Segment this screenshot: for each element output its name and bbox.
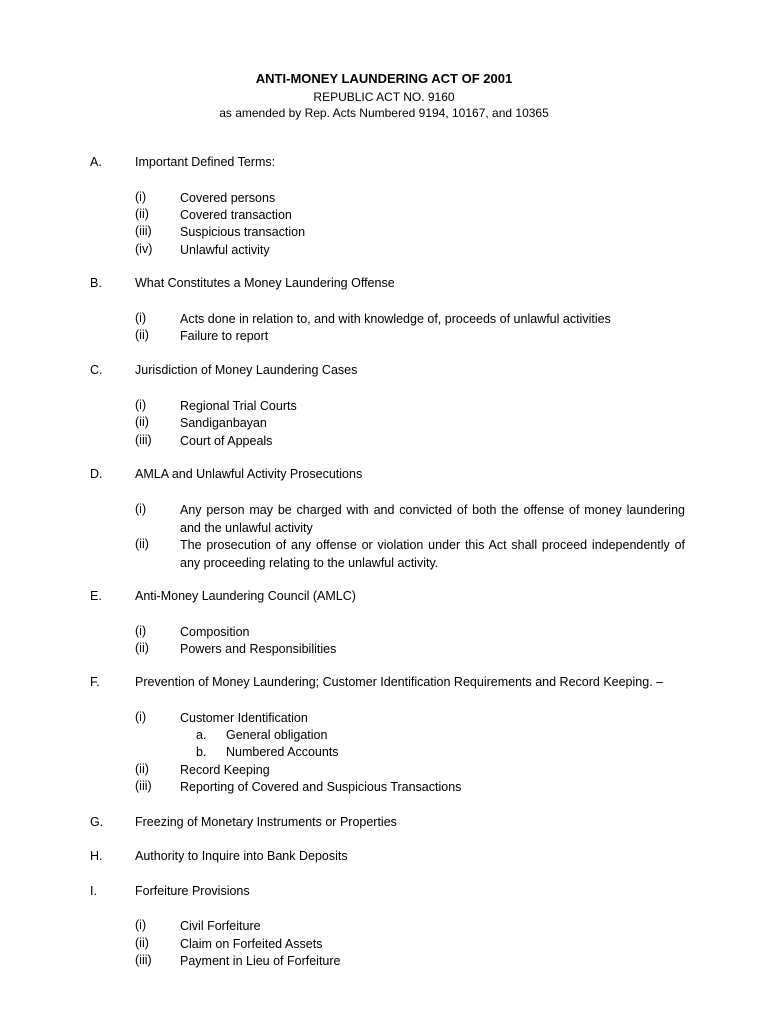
section-letter: A. [90,155,102,169]
section-letter: C. [90,363,103,377]
item-number: (ii) [135,537,149,551]
item-number: (iii) [135,224,152,238]
item-number: (ii) [135,762,149,776]
section-letter: I. [90,884,97,898]
item-text: Civil Forfeiture [180,919,261,933]
item-text: Payment in Lieu of Forfeiture [180,954,341,968]
item-text: Reporting of Covered and Suspicious Transactions [180,780,462,794]
item-number: (ii) [135,641,149,655]
item-text: Acts done in relation to, and with knowledge of, proceeds of unlawful activities [180,312,611,326]
item-text: Failure to report [180,329,269,343]
item-number: (i) [135,710,147,724]
section-title: Important Defined Terms: [135,155,276,169]
section-title: Prevention of Money Laundering; Customer Identification Requirements and Record Keeping. – [135,675,664,689]
item-text: Unlawful activity [180,243,270,257]
section-letter: B. [90,276,102,290]
sub-item-letter: a. [196,728,207,742]
section-letter: E. [90,589,102,603]
document-subtitle: REPUBLIC ACT NO. 9160 [313,90,455,104]
sub-item-letter: b. [196,745,207,759]
sub-item-text: Numbered Accounts [226,745,339,759]
section-title: Authority to Inquire into Bank Deposits [135,849,348,863]
section-title: Jurisdiction of Money Laundering Cases [135,363,358,377]
section-title: What Constitutes a Money Laundering Offense [135,276,395,290]
section-title: AMLA and Unlawful Activity Prosecutions [135,467,363,481]
item-text: Composition [180,625,250,639]
item-text: Covered transaction [180,208,292,222]
item-text: Regional Trial Courts [180,399,297,413]
item-number: (iii) [135,433,152,447]
item-text: The prosecution of any offense or violation under this Act shall proceed independently of any proceeding relating to the unlawful activity. [180,538,685,570]
section-letter: H. [90,849,103,863]
item-text: Sandiganbayan [180,416,267,430]
item-text: Powers and Responsibilities [180,642,337,656]
item-number: (i) [135,190,147,204]
item-number: (ii) [135,415,149,429]
item-number: (ii) [135,207,149,221]
item-number: (iii) [135,953,152,967]
item-number: (i) [135,502,147,516]
item-text: Covered persons [180,191,276,205]
item-text: Suspicious transaction [180,225,306,239]
document-title: ANTI-MONEY LAUNDERING ACT OF 2001 [255,71,513,86]
item-number: (ii) [135,328,149,342]
sub-item-text: General obligation [226,728,328,742]
section-title: Anti-Money Laundering Council (AMLC) [135,589,356,603]
item-text: Court of Appeals [180,434,273,448]
section-letter: D. [90,467,103,481]
item-number: (iv) [135,242,153,256]
section-title: Freezing of Monetary Instruments or Properties [135,815,397,829]
item-number: (i) [135,918,147,932]
item-text: Any person may be charged with and convicted of both the offense of money laundering and the unlawful activity [180,503,685,535]
document-amendment-note: as amended by Rep. Acts Numbered 9194, 10167, and 10365 [219,106,549,120]
item-number: (i) [135,624,147,638]
item-text: Customer Identification [180,711,308,725]
item-number: (iii) [135,779,152,793]
item-number: (ii) [135,936,149,950]
item-number: (i) [135,398,147,412]
section-title: Forfeiture Provisions [135,884,250,898]
item-text: Record Keeping [180,763,270,777]
section-letter: G. [90,815,104,829]
item-number: (i) [135,311,147,325]
section-letter: F. [90,675,100,689]
item-text: Claim on Forfeited Assets [180,937,323,951]
